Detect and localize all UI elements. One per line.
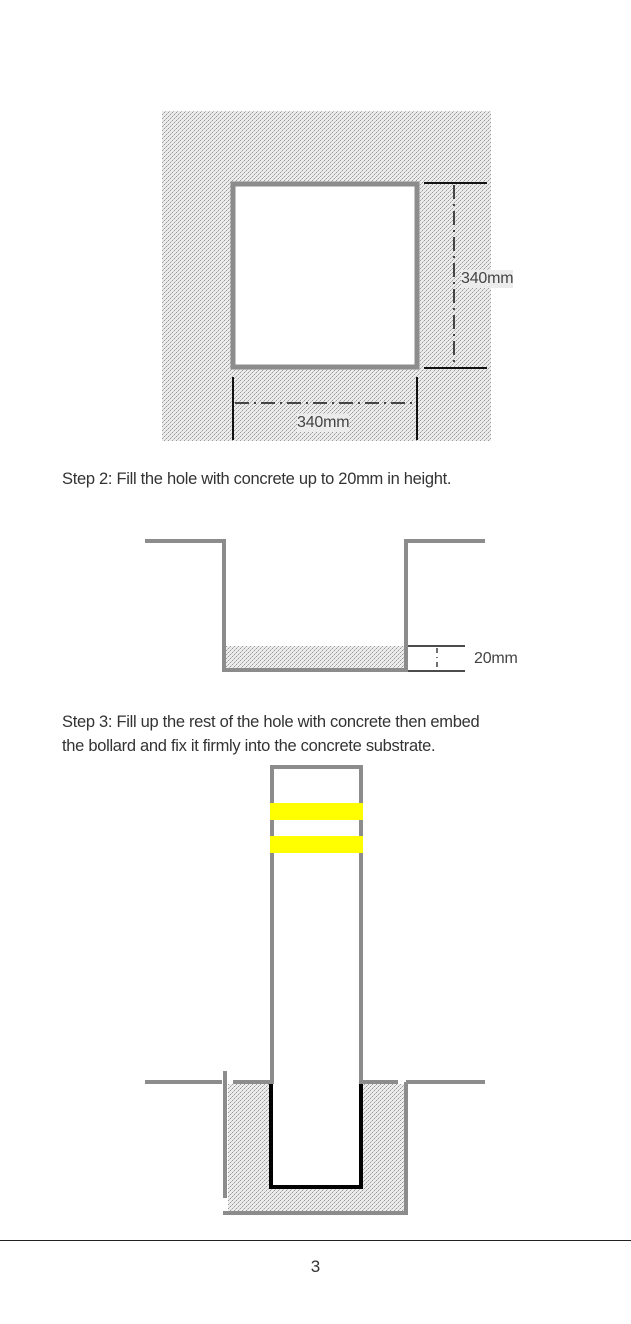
reflective-band-upper bbox=[270, 803, 363, 820]
step3-instruction-line1: Step 3: Fill up the rest of the hole with concrete then embed bbox=[62, 713, 480, 731]
page-number: 3 bbox=[310, 1257, 321, 1276]
depth-dimension-label: 20mm bbox=[474, 650, 518, 667]
bollard-embedded-base bbox=[271, 1084, 361, 1187]
step3-instruction-line2: the bollard and fix it firmly into the concrete substrate. bbox=[62, 737, 436, 755]
step2-instruction: Step 2: Fill the hole with concrete up to 20mm in height. bbox=[62, 470, 452, 488]
footer-divider bbox=[0, 1240, 631, 1241]
reflective-band-lower bbox=[270, 836, 363, 853]
vertical-dimension-label: 340mm bbox=[461, 270, 514, 287]
horizontal-dimension-label: 340mm bbox=[297, 414, 350, 431]
